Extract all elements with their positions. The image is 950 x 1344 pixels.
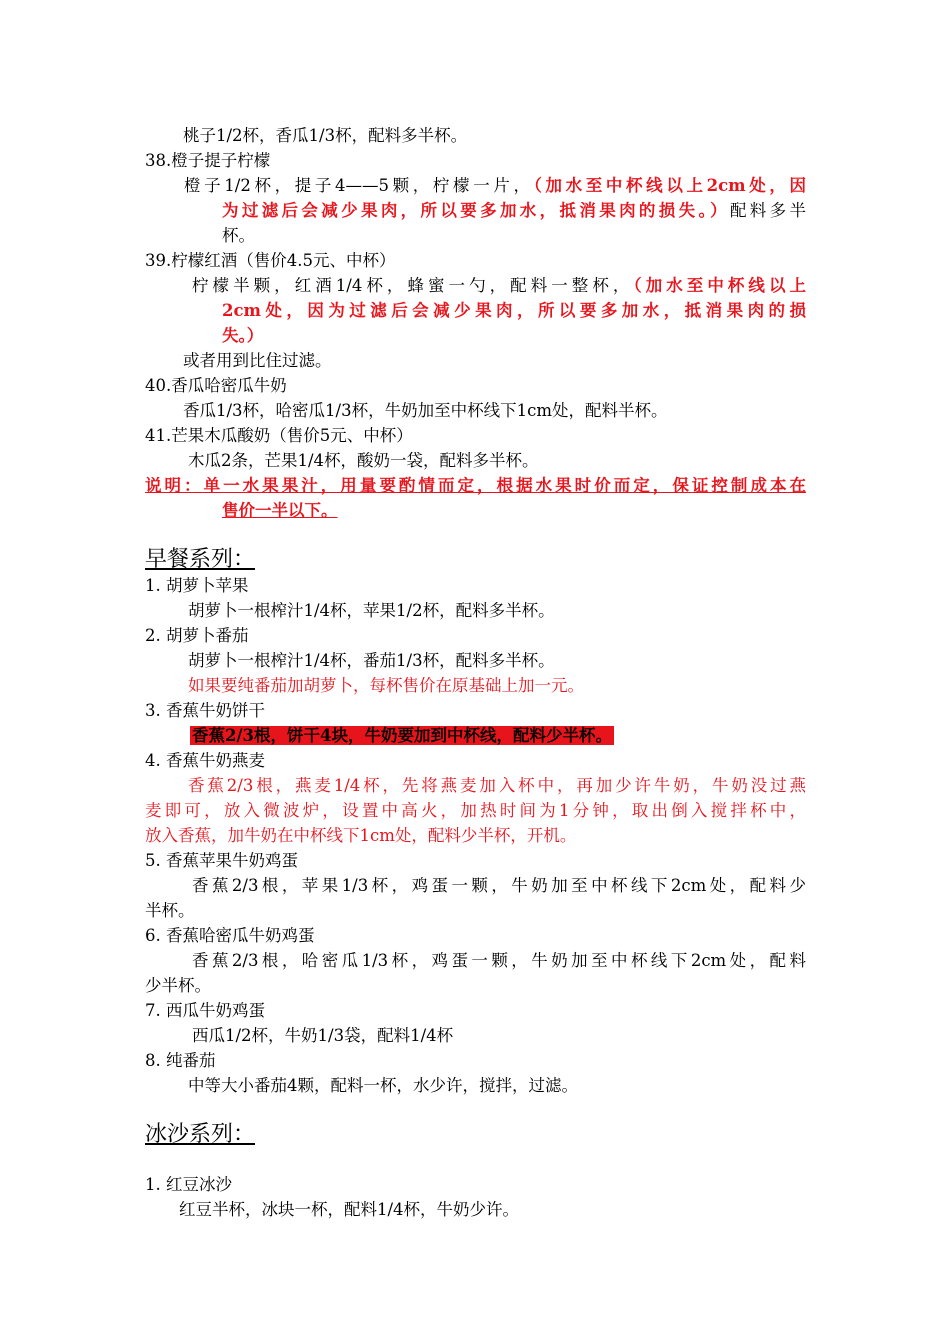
item-title: 40.香瓜哈密瓜牛奶 (145, 376, 287, 395)
list-item: 7. 西瓜牛奶鸡蛋 (145, 1001, 265, 1020)
red-note: 为过滤后会减少果肉，所以要多加水，抵消果肉的损失。） (222, 201, 730, 220)
red-note: 麦即可，放入微波炉，设置中高火，加热时间为1分钟，取出倒入搅拌杯中， (145, 801, 806, 820)
section-heading: 冰沙系列： (145, 1122, 256, 1147)
red-note: 香蕉2/3根，燕麦1/4杯，先将燕麦加入杯中，再加少许牛奶，牛奶没过燕 (188, 776, 806, 795)
text-line: 中等大小番茄4颗，配料一杯，水少许，搅拌，过滤。 (188, 1076, 578, 1095)
text-line: 或者用到比住过滤。 (183, 351, 332, 370)
text-span: 橙子1/2杯，提子4——5颗，柠檬一片， (184, 176, 534, 195)
list-item: 3. 香蕉牛奶饼干 (145, 701, 265, 720)
text-line: 木瓜2条，芒果1/4杯，酸奶一袋，配料多半杯。 (188, 451, 539, 470)
item-title: 41.芒果木瓜酸奶（售价5元、中杯） (145, 426, 413, 445)
red-note: 放入香蕉，加牛奶在中杯线下1cm处，配料少半杯，开机。 (145, 826, 577, 845)
text-line: 香蕉2/3根，苹果1/3杯，鸡蛋一颗，牛奶加至中杯线下2cm处，配料少 (192, 876, 806, 895)
text-line: 半杯。 (145, 901, 195, 920)
text-line (192, 273, 806, 298)
red-note: （加水至中杯线以上2cm处，因 (533, 176, 806, 195)
text-line: 胡萝卜一根榨汁1/4杯，苹果1/2杯，配料多半杯。 (188, 601, 555, 620)
text-line (184, 173, 806, 198)
text-line: 少半杯。 (145, 976, 211, 995)
text-line: 香瓜1/3杯，哈密瓜1/3杯，牛奶加至中杯线下1cm处，配料半杯。 (183, 401, 668, 420)
text-line: 西瓜1/2杯，牛奶1/3袋，配料1/4杯 (192, 1026, 454, 1045)
text-line: 胡萝卜一根榨汁1/4杯，番茄1/3杯，配料多半杯。 (188, 651, 555, 670)
highlight-line (190, 723, 614, 748)
red-note: 失。） (222, 326, 264, 345)
text-line: 杯。 (222, 226, 255, 245)
list-item: 2. 胡萝卜番茄 (145, 626, 249, 645)
highlighted-text: 香蕉2/3根，饼干4块，牛奶要加到中杯线，配料少半杯。 (192, 726, 612, 745)
note-line: 说明：单一水果果汁，用量要酌情而定，根据水果时价而定，保证控制成本在 (145, 476, 806, 495)
item-title: 39.柠檬红酒（售价4.5元、中杯） (145, 251, 396, 270)
list-item: 4. 香蕉牛奶燕麦 (145, 751, 265, 770)
list-item: 8. 纯番茄 (145, 1051, 216, 1070)
text-line: 香蕉2/3根，哈密瓜1/3杯，鸡蛋一颗，牛奶加至中杯线下2cm处，配料 (192, 951, 806, 970)
red-note: 2cm处，因为过滤后会减少果肉，所以要多加水，抵消果肉的损 (222, 301, 806, 320)
list-item: 1. 胡萝卜苹果 (145, 576, 249, 595)
text-span: 柠檬半颗，红酒1/4杯，蜂蜜一勺，配料一整杯， (192, 276, 634, 295)
list-item: 1. 红豆冰沙 (145, 1175, 232, 1194)
text-span: 配料多半 (729, 201, 807, 220)
text-line: 桃子1/2杯，香瓜1/3杯，配料多半杯。 (183, 126, 468, 145)
text-line (222, 198, 806, 223)
list-item: 5. 香蕉苹果牛奶鸡蛋 (145, 851, 298, 870)
red-note: （加水至中杯线以上 (633, 276, 806, 295)
text-line: 红豆半杯，冰块一杯，配料1/4杯，牛奶少许。 (179, 1200, 520, 1219)
section-heading: 早餐系列： (145, 547, 256, 572)
note-line: 售价一半以下。 (222, 501, 338, 520)
red-note: 如果要纯番茄加胡萝卜，每杯售价在原基础上加一元。 (188, 676, 584, 695)
list-item: 6. 香蕉哈密瓜牛奶鸡蛋 (145, 926, 315, 945)
item-title: 38.橙子提子柠檬 (145, 151, 271, 170)
